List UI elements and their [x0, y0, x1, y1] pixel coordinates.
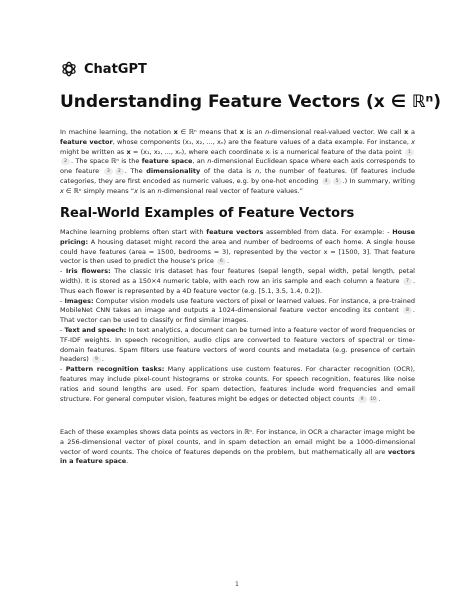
openai-logo-icon — [60, 60, 78, 78]
bold-text: x — [126, 147, 131, 156]
text-run: ∈ ℝⁿ simply means “ — [63, 186, 135, 195]
bold-text: dimensionality — [146, 167, 201, 176]
text-run: might be written as — [60, 147, 127, 156]
bold-text: Iris flowers: — [65, 267, 111, 276]
citation-badge[interactable]: 6 — [217, 258, 226, 265]
citation-badge[interactable]: 7 — [403, 278, 412, 285]
citation-badge[interactable]: 9 — [92, 356, 101, 363]
italic-text: x — [60, 186, 64, 195]
text-run: assembled from data. For example: - — [263, 228, 393, 236]
text-run: A housing dataset might record the area and number of bedrooms of each home. A single house could have features (area = 1500, bedrooms = 3), represented by the vector x = [1500, 3]. That feature vector is then used to predict the house’s price — [60, 237, 415, 266]
text-run: Machine learning problems often start with — [60, 228, 207, 236]
text-run: Computer vision models use feature vectors of pixel or learned values. For instance, a pre-trained MobileNet CNN takes an image and outputs a 1024-dimensional feature vector encoding its content — [60, 296, 415, 315]
text-run: = (x₁, x₂, ..., xₙ), where each coordinate xᵢ is a numerical feature of the data point — [130, 147, 404, 156]
italic-text: n — [207, 157, 212, 166]
text-run: . The space ℝⁿ is the — [71, 157, 142, 166]
citation-badge[interactable]: 8 — [403, 307, 412, 314]
text-run: . — [126, 457, 129, 466]
closing-paragraph — [60, 428, 415, 467]
page-number: 1 — [234, 580, 240, 588]
text-run: . That vector can be used to classify or find similar images. — [60, 306, 415, 325]
examples-paragraph — [60, 228, 415, 404]
bold-text: House pricing: — [60, 228, 416, 246]
bold-text: x — [239, 128, 244, 136]
text-run: , an — [192, 157, 208, 166]
text-run: . — [101, 355, 104, 364]
citation-badge[interactable]: 10 — [370, 396, 376, 402]
text-run: The classic Iris dataset has four features (sepal length, sepal width, petal length, petal width). It is stored as a 150×4 numeric table, with each row an iris sample and each column a feature — [60, 267, 415, 285]
citation-badge[interactable]: 2 — [115, 168, 124, 175]
bold-text: Pattern recognition tasks: — [65, 365, 165, 374]
bold-text: feature vectors — [206, 228, 264, 236]
bold-text: x — [404, 128, 409, 136]
bold-text: Text and speech: — [64, 325, 127, 334]
text-run: .) In summary, writing — [342, 176, 415, 185]
text-run: In machine learning, the notation — [60, 128, 174, 136]
chatgpt-logo — [60, 60, 147, 78]
page-title: Understanding Feature Vectors (x ∈ ℝⁿ) — [60, 92, 441, 112]
text-run: , the number of features. (If features include categories, they are first encoded as numeric values, e.g. by one-hot encoding — [60, 167, 415, 185]
citation-badge[interactable]: 5 — [333, 178, 342, 185]
text-run: In text analytics, a document can be turned into a feature vector of word frequencies or TF-IDF weights. In speech recognition, audio clips are converted to feature vectors of spectral or time-domain features. Spam filters use feature vectors of word counts and metadata (e.g. presence of certain headers) — [60, 325, 416, 364]
text-run: -dimensional Euclidean space where each axis corresponds to one feature — [60, 157, 415, 176]
text-run: . The — [124, 167, 147, 176]
citation-badge[interactable]: 4 — [322, 178, 331, 185]
citation-badge[interactable]: 9 — [358, 396, 367, 403]
text-run: - — [60, 365, 66, 374]
italic-text: n — [255, 167, 260, 176]
text-run: is an — [243, 128, 266, 136]
text-run: . Thus each flower is represented by a 4D feature vector (e.g. [5.1, 3.5, 1.4, 0.2]). — [60, 276, 415, 295]
text-run: ∈ ℝⁿ means that — [177, 128, 240, 136]
text-run: - — [60, 267, 66, 276]
italic-text: n — [265, 128, 270, 136]
bold-text: feature vector — [60, 137, 113, 146]
intro-paragraph — [60, 128, 415, 197]
italic-text: x — [411, 137, 416, 146]
text-run: , whose components (x₁, x₂, ..., xₙ) are the feature values of a data example. For instance, — [112, 137, 412, 146]
text-run: is an — [137, 186, 158, 195]
brand-name: ChatGPT — [84, 61, 147, 77]
section-title: Real-World Examples of Feature Vectors — [60, 206, 355, 221]
bold-text: vectors in a feature space — [60, 447, 415, 466]
text-run: Many applications use custom features. For character recognition (OCR), features may include pixel-count histograms or stroke counts. For speech recognition, features like noise ratios and sound lengths are used. For spam detection, features include word frequencies and email structure. For general computer vision, features might be edges or detected object counts — [60, 365, 415, 403]
bold-text: feature space — [141, 157, 193, 166]
citation-badge[interactable]: 3 — [104, 168, 113, 175]
text-run: . — [226, 257, 230, 266]
text-run: -dimensional real vector of feature values.” — [161, 186, 303, 195]
citation-badge[interactable]: 2 — [61, 158, 70, 165]
text-run: a — [408, 128, 415, 136]
text-run: of the data is — [200, 167, 256, 176]
bold-text: x — [173, 128, 178, 136]
bold-text: Images: — [64, 296, 94, 305]
italic-text: n — [157, 186, 162, 195]
text-run: -dimensional real-valued vector. We call — [269, 128, 405, 136]
italic-text: x — [134, 186, 138, 195]
text-run: . — [378, 394, 381, 403]
text-run: Each of these examples shows data points as vectors in ℝⁿ. For instance, in OCR a character image might be a 256-dimensional vector of pixel counts, and in spam detection an email might be a 1000-dimensional vector of word counts. The choice of features depends on the problem, but mathematically all are — [60, 428, 415, 456]
citation-badge[interactable]: 1 — [405, 149, 414, 156]
text-run: - — [60, 296, 65, 305]
text-run: - — [60, 325, 65, 334]
